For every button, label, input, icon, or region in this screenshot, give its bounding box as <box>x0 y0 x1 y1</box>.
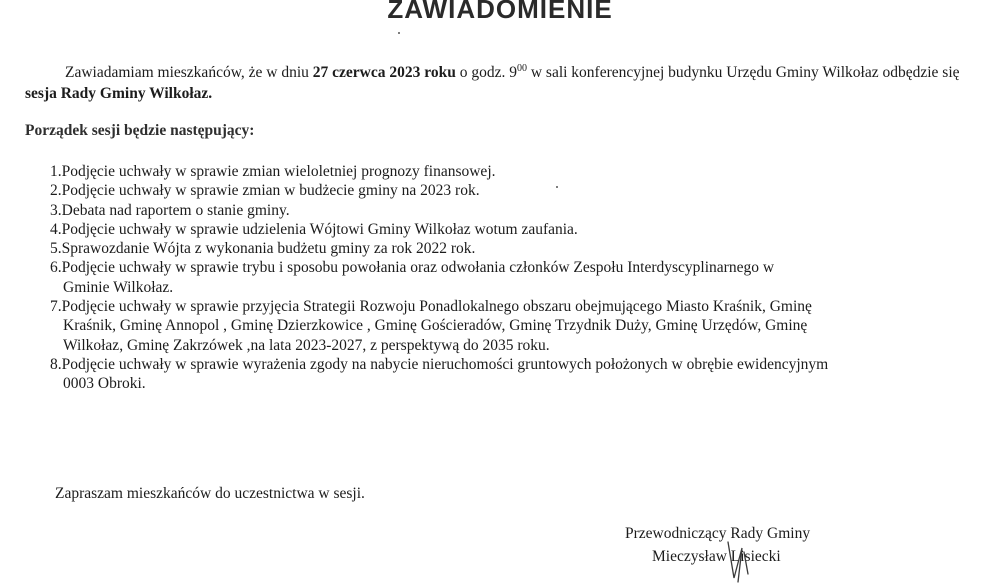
agenda-item-text: Sprawozdanie Wójta z wykonania budżetu gminy za rok 2022 rok. <box>61 240 476 258</box>
intro-paragraph <box>25 62 975 104</box>
agenda-item-continuation: Wilkołaz, Gminę Zakrzówek ,na lata 2023-2027, z perspektywą do 2035 roku. <box>63 336 550 354</box>
document-title: ZAWIADOMIENIE <box>387 0 613 24</box>
agenda-item-text: Podjęcie uchwały w sprawie zmian wieloletniej prognozy finansowej. <box>61 163 496 180</box>
agenda-heading: Porządek sesji będzie następujący: <box>25 122 255 139</box>
session-name: sesja Rady Gminy Wilkołaz. <box>25 85 213 102</box>
agenda-item-first-line <box>50 220 970 239</box>
agenda-item-first-line <box>50 355 970 374</box>
agenda-item-number: 6. <box>50 259 62 277</box>
intro-text-1: Zawiadamiam mieszkańców, że w dniu <box>65 64 313 81</box>
session-date: 27 czerwca 2023 roku <box>312 64 456 81</box>
agenda-item <box>50 162 970 181</box>
agenda-item-number: 3. <box>50 201 62 219</box>
agenda-item-first-line <box>50 297 970 316</box>
agenda-item-number: 8. <box>50 355 62 373</box>
agenda-item <box>50 258 970 297</box>
agenda-item-first-line <box>50 201 970 220</box>
agenda-item <box>50 201 970 220</box>
agenda-item-continuation: Gminie Wilkołaz. <box>63 278 174 296</box>
agenda-item-text: Podjęcie uchwały w sprawie przyjęcia Strategii Rozwoju Ponadlokalnego obszaru obejmującego Miasto Kraśnik, Gminę <box>61 298 812 316</box>
agenda-item-continuation: 0003 Obroki. <box>63 375 146 393</box>
agenda-item-first-line <box>50 181 970 200</box>
agenda-item <box>50 220 970 239</box>
agenda-item <box>50 297 970 355</box>
handwritten-signature <box>720 538 760 586</box>
agenda-item-number: 7. <box>50 298 62 316</box>
agenda-item-number: 2. <box>50 182 62 200</box>
intro-text-3: w sali konferencyjnej budynku Urzędu Gminy Wilkołaz odbędzie się <box>526 64 960 81</box>
agenda-item-first-line <box>50 162 970 181</box>
scan-speck <box>398 32 400 34</box>
signatory-name: Mieczysław Lisiecki <box>652 548 781 565</box>
agenda-item-text: Podjęcie uchwały w sprawie wyrażenia zgody na nabycie nieruchomości gruntowych położonych w obrębie ewidencyjnym <box>61 355 829 373</box>
agenda-item-text: Podjęcie uchwały w sprawie zmian w budżecie gminy na 2023 rok. <box>61 182 480 200</box>
agenda-item-continuation: Kraśnik, Gminę Annopol , Gminę Dzierzkowice , Gminę Gościeradów, Gminę Trzydnik Duży, Gminę Urzędów, Gminę <box>63 317 808 335</box>
session-time-minutes: 00 <box>516 63 527 74</box>
agenda-item-number: 4. <box>50 220 62 238</box>
agenda-item-number: 1. <box>50 163 62 180</box>
scan-speck <box>556 186 558 188</box>
agenda-list <box>50 162 970 394</box>
closing-text: Zapraszam mieszkańców do uczestnictwa w sesji. <box>55 485 365 502</box>
agenda-item <box>50 181 970 200</box>
agenda-item-first-line <box>50 239 970 258</box>
agenda-item-text: Podjęcie uchwały w sprawie udzielenia Wójtowi Gminy Wilkołaz wotum zaufania. <box>61 220 578 238</box>
agenda-item-text: Podjęcie uchwały w sprawie trybu i sposobu powołania oraz odwołania członków Zespołu Interdyscyplinarnego w <box>61 259 775 277</box>
agenda-item <box>50 239 970 258</box>
signatory-title: Przewodniczący Rady Gminy <box>625 525 811 542</box>
agenda-item-text: Debata nad raportem o stanie gminy. <box>61 201 290 219</box>
intro-text-2: o godz. 9 <box>455 64 517 81</box>
agenda-item-number: 5. <box>50 240 62 258</box>
agenda-item <box>50 355 970 394</box>
agenda-item-first-line <box>50 258 970 277</box>
